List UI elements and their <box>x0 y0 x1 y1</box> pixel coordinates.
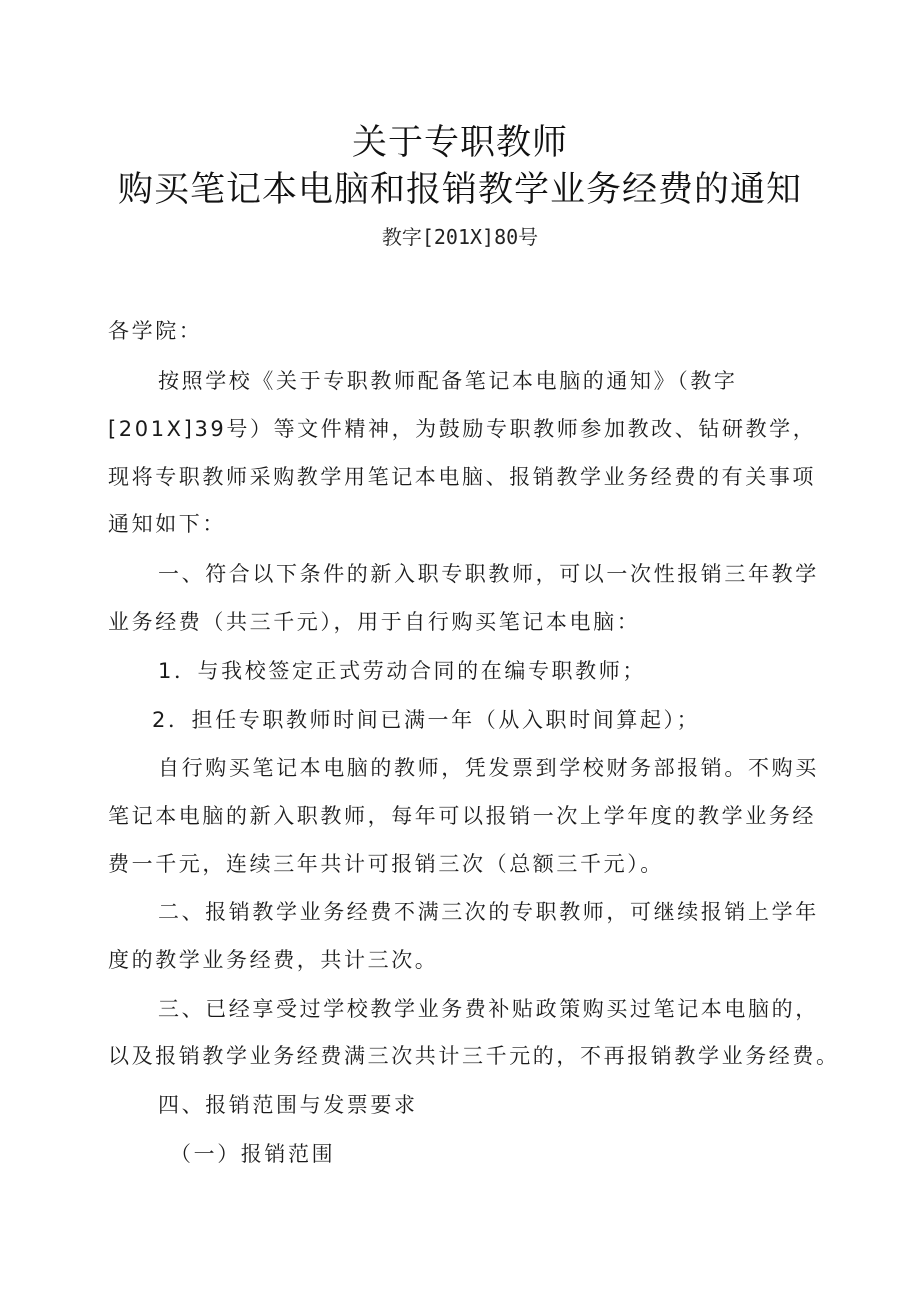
intro-line-2: [201X]39号）等文件精神，为鼓励专职教师参加教改、钻研教学， <box>108 417 817 441</box>
section4-heading: 四、报销范围与发票要求 <box>158 1093 418 1117</box>
section1-para-line-1: 自行购买笔记本电脑的教师，凭发票到学校财务部报销。不购买 <box>158 756 819 780</box>
intro-line-4: 通知如下： <box>108 512 226 536</box>
document-title-line1: 关于专职教师 <box>351 123 568 163</box>
section4-subheading-1: （一）报销范围 <box>170 1142 336 1166</box>
section1-line-2: 业务经费（共三千元），用于自行购买笔记本电脑： <box>108 610 641 634</box>
intro-line-3: 现将专职教师采购教学用笔记本电脑、报销教学业务经费的有关事项 <box>108 465 816 489</box>
document-number: 教字[201X]80号 <box>381 225 539 249</box>
section3-line-1: 三、已经享受过学校教学业务费补贴政策购买过笔记本电脑的， <box>158 997 819 1021</box>
section1-line-1: 一、符合以下条件的新入职专职教师，可以一次性报销三年教学 <box>158 562 819 586</box>
section1-para-line-2: 笔记本电脑的新入职教师，每年可以报销一次上学年度的教学业务经 <box>108 804 816 828</box>
salutation: 各学院： <box>108 319 203 343</box>
section3-line-2: 以及报销教学业务经费满三次共计三千元的，不再报销教学业务经费。 <box>108 1044 840 1068</box>
section1-para-line-3: 费一千元，连续三年共计可报销三次（总额三千元）。 <box>108 852 664 876</box>
section2-line-2: 度的教学业务经费，共计三次。 <box>108 948 439 972</box>
intro-line-1: 按照学校《关于专职教师配备笔记本电脑的通知》（教字 <box>158 369 738 393</box>
section1-item-1: 1．与我校签定正式劳动合同的在编专职教师； <box>158 659 646 683</box>
section2-line-1: 二、报销教学业务经费不满三次的专职教师，可继续报销上学年 <box>158 900 819 924</box>
section1-item-2: 2．担任专职教师时间已满一年（从入职时间算起）； <box>152 708 701 732</box>
document-title-line2: 购买笔记本电脑和报销教学业务经费的通知 <box>117 170 802 210</box>
